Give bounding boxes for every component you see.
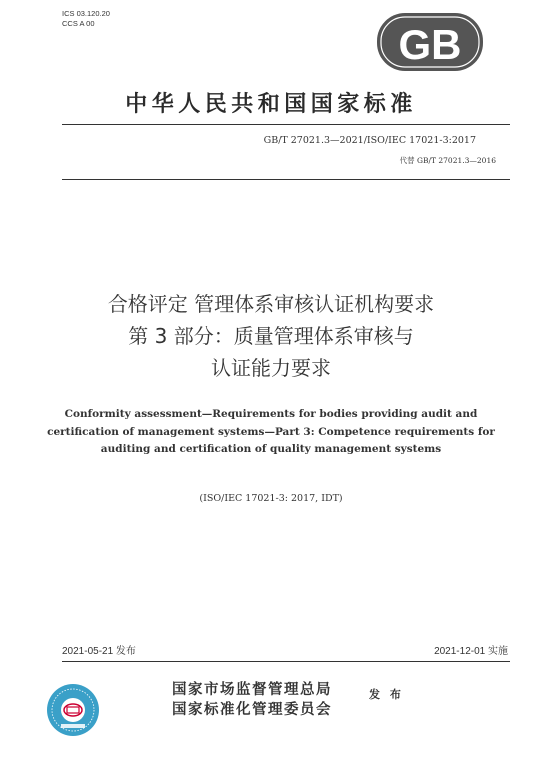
replaces-note: 代替 GB/T 27021.3—2016: [399, 156, 496, 165]
publish-label: 发 布: [369, 688, 404, 701]
cn-title-line3: 认证能力要求: [211, 356, 331, 380]
gb-logo: [376, 12, 484, 72]
footer-divider: [62, 661, 510, 662]
implement-date: 2021-12-01 实施: [434, 646, 508, 657]
identity-degree: (ISO/IEC 17021-3: 2017, IDT): [199, 493, 343, 504]
standard-category-title: 中华人民共和国国家标准: [125, 91, 417, 117]
issuer-sac: 国家标准化管理委员会: [172, 701, 332, 718]
top-divider: [62, 124, 510, 125]
classification-codes: [62, 9, 110, 29]
publish-date: 2021-05-21 发布: [62, 646, 136, 657]
en-title-line1: Conformity assessment—Requirements for bodies providing audit and: [64, 408, 478, 420]
standard-number: GB/T 27021.3—2021/ISO/IEC 17021-3:2017: [263, 135, 476, 146]
en-title-line3: auditing and certification of quality management systems: [100, 443, 442, 455]
issuer-samr: 国家市场监督管理总局: [172, 681, 332, 698]
header-divider: [62, 179, 510, 180]
gb-logo-text: GB: [398, 21, 462, 68]
cn-title-line2: 第 3 部分：质量管理体系审核与: [128, 324, 414, 348]
ics-code: ICS 03.120.20: [62, 9, 110, 18]
en-title-line2: certification of management systems—Part 3: Competence requirements for: [47, 426, 495, 438]
ccs-code: CCS A 00: [62, 19, 95, 28]
cn-title-line1: 合格评定 管理体系审核认证机构要求: [107, 292, 435, 316]
issuer-seal-icon: [46, 683, 100, 737]
